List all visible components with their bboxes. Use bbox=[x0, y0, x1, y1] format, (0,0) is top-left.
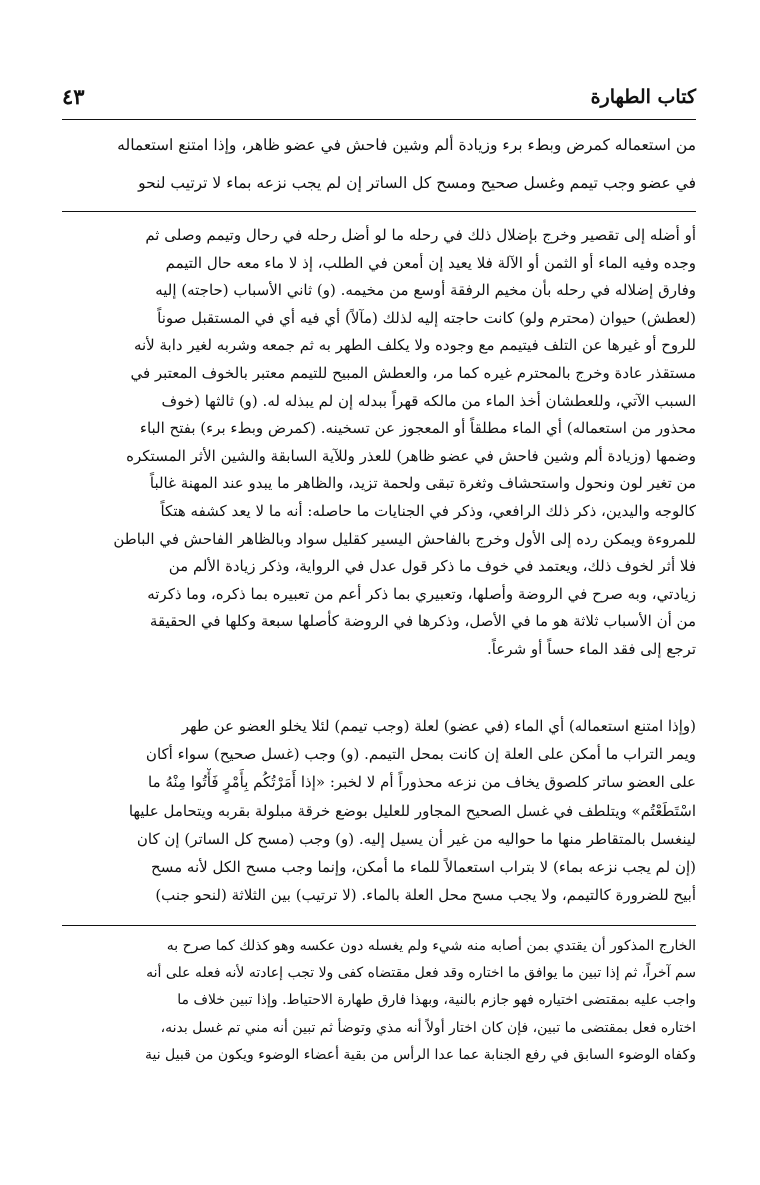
commentary-line: محذور من استعماله) أي الماء مطلقاً أو المعجوز عن تسخينه. (كمرض وبطء برء) بفتح الباء bbox=[139, 419, 696, 438]
commentary-paragraph-1 bbox=[62, 222, 696, 664]
commentary-line: فلا أثر لخوف ذلك، ويعتمد في خوف ما ذكر قول عدل في الرواية، وذكر زيادة الألم من bbox=[168, 557, 696, 576]
commentary-line: للروح أو غيرها عن التلف فيتيمم مع وجوده ولا يكلف الطهر به ثم جمعه وشربه لغير دابة لأنه bbox=[133, 336, 696, 355]
main-text-line: من استعماله كمرض وبطء برء وزيادة ألم وشين فاحش في عضو ظاهر، وإذا امتنع استعماله bbox=[117, 136, 696, 154]
commentary-line: على العضو ساتر كلصوق يخاف من نزعه محذوراً أم لا لخبر: «إذا أَمَرْتُكُم بِأَمْرٍ فَأْتُوا مِنْهُ ما bbox=[148, 773, 696, 792]
commentary-line: ترجع إلى فقد الماء حساً أو شرعاً. bbox=[487, 639, 696, 658]
commentary-line: أو أضله إلى تقصير وخرج بإضلال ذلك في رحله ما لو أضل رحله في رحال وتيمم وصلى ثم bbox=[145, 226, 696, 244]
commentary-line: كالوجه واليدين، ذكر ذلك الرافعي، وذكر في الجنايات ما حاصله: أنه ما لا يعد كشفه هتكاً bbox=[160, 501, 696, 520]
page-number: ٤٣ bbox=[62, 84, 85, 109]
commentary-line: وجده وفيه الماء أو الثمن أو الآلة فلا يعيد إن أمعن في الطلب، إذ لا ماء معه حال التيمم bbox=[165, 253, 696, 272]
commentary-line: من تغير لون ونحول واستحشاف وثغرة تبقى ولحمة تزيد، والظاهر ما يبدو عند المهنة غالباً bbox=[149, 474, 696, 493]
main-text bbox=[62, 126, 696, 202]
header-rule bbox=[62, 119, 696, 120]
footnote-line: وكفاه الوضوء السابق في رفع الجنابة عما عدا الرأس من بقية أعضاء الوضوء ويكون من قبيل نية bbox=[144, 1046, 696, 1063]
commentary-line: للمروءة ويمكن رده إلى الأول وخرج بالفاحش اليسير كقليل سواد وبالظاهر الفاحش في الباطن bbox=[113, 529, 696, 548]
footnote-line: اختاره فعل بمقتضى ما تبين، فإن كان اختار أولاً أنه مذي وتوضأ ثم تبين أنه مني تم غسل بدنه، bbox=[160, 1019, 696, 1036]
commentary-line: أبيح للضرورة كالتيمم، ولا يجب مسح محل العلة بالماء. (لا ترتيب) بين الثلاثة (لنحو جنب) bbox=[155, 886, 696, 905]
footnote-line: الخارج المذكور أن يقتدي بمن أصابه منه شيء ولم يغسله دون عكسه وهو كذلك كما صرح به bbox=[166, 938, 696, 954]
commentary-line: مستقذر عادة وخرج بالمحترم غيره كما مر، والعطش المبيح للتيمم معتبر بالخوف المعتبر في bbox=[130, 363, 696, 382]
main-text-line: في عضو وجب تيمم وغسل صحيح ومسح كل الساتر إن لم يجب نزعه بماء لا ترتيب لنحو bbox=[138, 174, 696, 192]
commentary-line: وضمها (وزيادة ألم وشين فاحش في عضو ظاهر) للعذر وللآية السابقة والشين الأثر المستكره bbox=[126, 446, 696, 465]
commentary-line: ويمر التراب ما أمكن على العلة إن كانت بمحل التيمم. (و) وجب (غسل صحيح) سواء أكان bbox=[145, 745, 696, 764]
commentary-line: (إن لم يجب نزعه بماء) لا بتراب استعمالاً للماء ما أمكن، وإنما وجب مسح الكل لأنه مسح bbox=[151, 858, 696, 877]
commentary-line: اسْتَطَعْتُم» ويتلطف في غسل الصحيح المجاور للعليل بوضع خرقة مبلولة بقربه ويتحامل عليها bbox=[128, 801, 696, 820]
running-title: كتاب الطهارة bbox=[590, 86, 696, 108]
commentary-line: (وإذا امتنع استعماله) أي الماء (في عضو) لعلة (وجب تيمم) لئلا يخلو العضو عن طهر bbox=[181, 717, 696, 735]
footnote bbox=[62, 933, 696, 1069]
commentary-line: السبب الآتي، وللعطشان أخذ الماء من مالكه قهراً ببدله إن لم يبذله له. (و) ثالثها (خوف bbox=[161, 391, 696, 410]
page-header bbox=[62, 80, 696, 116]
commentary-line: لينغسل بالمتقاطر منها ما حواليه من غير أن يسيل إليه. (و) وجب (مسح كل الساتر) إن كان bbox=[136, 829, 696, 848]
commentary-line: زيادتي، وبه صرح في الروضة وأصلها، وتعبيري بما ذكر أعم من تعبيره بما ذكره، وما ذكرته bbox=[147, 584, 696, 603]
footnote-divider bbox=[62, 925, 696, 926]
commentary-line: (لعطش) حيوان (محترم ولو) كانت حاجته إليه لذلك (مآلاً) أي فيه أي في المستقبل صوناً bbox=[157, 308, 696, 327]
main-text-divider bbox=[62, 211, 696, 212]
footnote-line: سم آخراً، ثم إذا تبين ما يوافق ما اختاره وقد فعل مقتضاه كفى ولا تجب إعادته لأنه فعله على أنه bbox=[146, 965, 696, 982]
commentary-paragraph-2 bbox=[62, 712, 696, 909]
footnote-line: واجب عليه بمقتضى اختياره فهو جازم بالنية، وبهذا فارق طهارة الاحتياط. وإذا تبين خلاف ما bbox=[177, 992, 696, 1009]
commentary-line: من أن الأسباب ثلاثة هو ما في الأصل، وذكرها في الروضة كأصلها سبعة وكلها في الحقيقة bbox=[149, 612, 696, 631]
commentary-line: وفارق إضلاله في رحله بأن مخيم الرفقة أوسع من مخيمه. (و) ثاني الأسباب (حاجته) إليه bbox=[155, 281, 696, 300]
